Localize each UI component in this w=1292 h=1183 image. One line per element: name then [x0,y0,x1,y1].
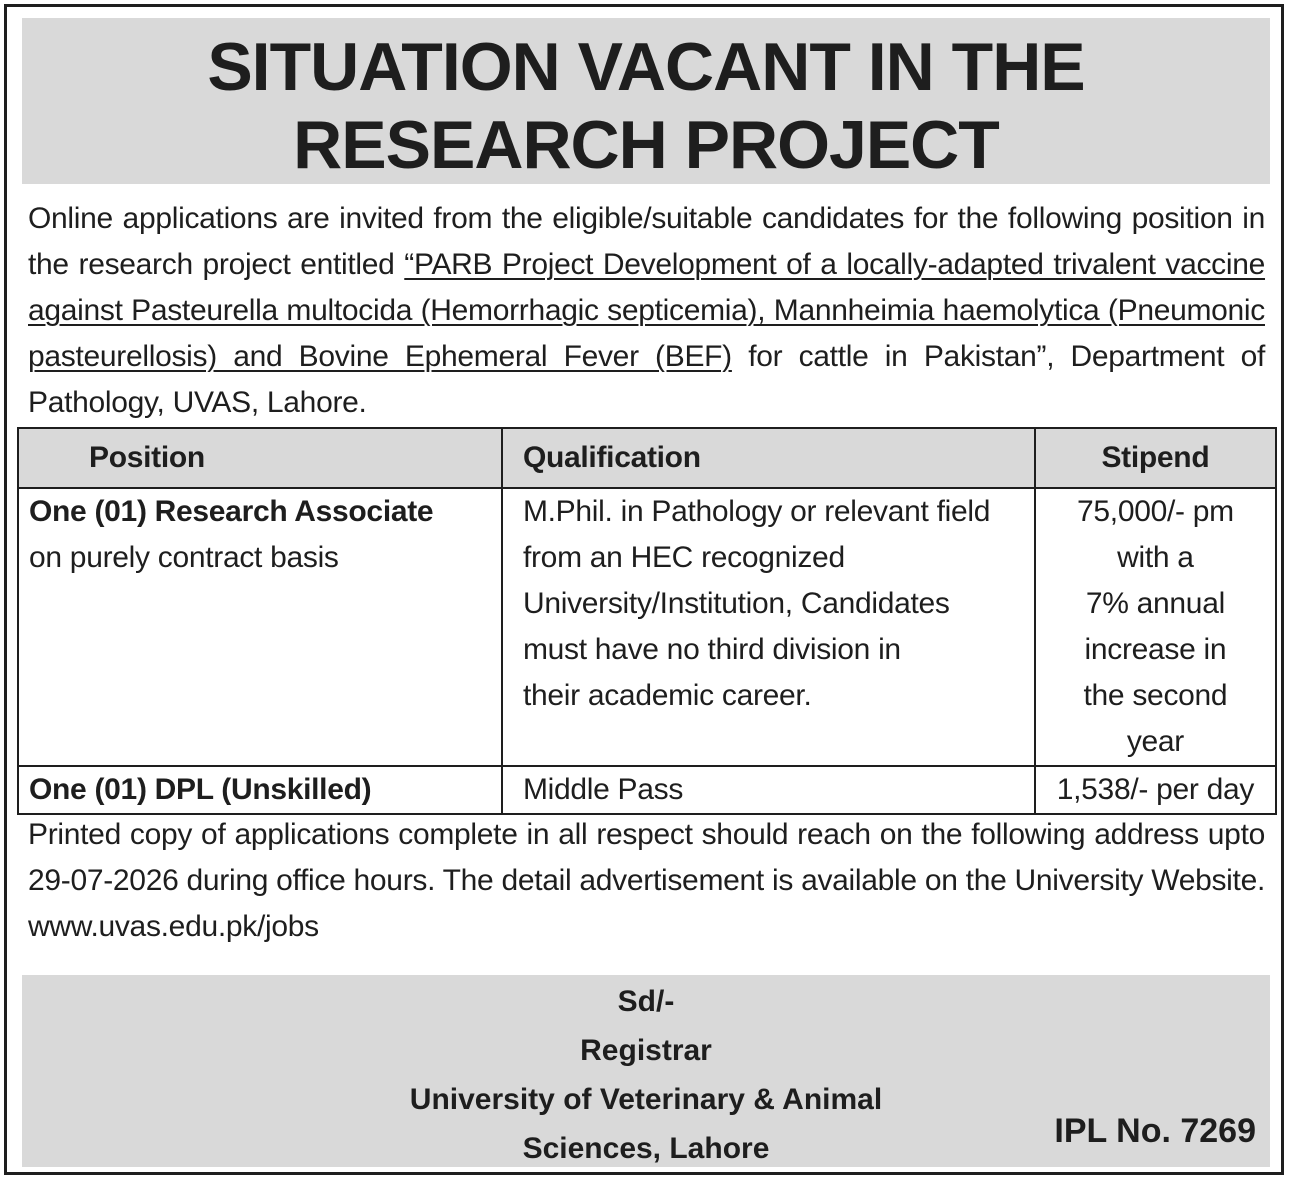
stipend-line: increase in [1084,633,1227,666]
title-banner [22,18,1270,184]
table-row [18,488,1276,766]
position-cell [18,766,502,814]
signature-block [22,975,1270,1167]
position-title: One (01) DPL (Unskilled) [29,773,372,806]
title-line-2: RESEARCH PROJECT [293,107,999,183]
position-title: One (01) Research Associate [29,495,434,528]
qualification-line: M.Phil. in Pathology or relevant field [522,495,991,528]
header-stipend: Stipend [1035,428,1276,488]
ipl-number: IPL No. 7269 [1054,1112,1256,1150]
stipend-cell [1035,488,1276,766]
position-cell [18,488,502,766]
position-terms: on purely contract basis [29,541,339,574]
qualification-line: their academic career. [522,679,812,712]
stipend-line: the second [1083,679,1228,712]
stipend-line: year [1126,725,1184,758]
signature-org-line-1: University of Veterinary & Animal [409,1083,883,1116]
qualification-cell: Middle Pass [502,766,1035,814]
intro-text-end: for cattle in Pakistan”, Department of Pathology, UVAS, Lahore. [28,340,1265,419]
signature-sd: Sd/- [617,985,675,1018]
qualification-line: University/Institution, Candidates [522,587,950,620]
stipend-line: 75,000/- pm [1077,495,1234,528]
qualification-line: must have no third division in [522,633,901,666]
title-line-1: SITUATION VACANT IN THE [207,29,1085,105]
stipend-line: with a [1117,541,1194,574]
signature-designation: Registrar [580,1034,712,1067]
qualification-cell [502,488,1035,766]
header-qualification: Qualification [502,428,1035,488]
submission-instructions: Printed copy of applications complete in all respect should reach on the following address upto 29-07-2026 during office hours. The detail advertisement is available on the University Website. www.uvas.edu.pk/jobs [28,818,1265,943]
stipend-cell: 1,538/- per day [1035,766,1276,814]
table-header-row [18,428,1276,488]
project-title: “PARB Project Development of a locally-adapted trivalent vaccine against Pasteurella multocida (Hemorrhagic septicemia), Mannheimia haemolytica (Pneumonic pasteurellosis) and Bovine Ephemeral Fever (BEF) [28,248,1266,373]
intro-paragraph [28,196,1265,426]
signature-org-line-2: Sciences, Lahore [522,1132,770,1165]
qualification-line: from an HEC recognized [522,541,845,574]
table-row [18,766,1276,814]
stipend-line: 7% annual [1085,587,1225,620]
header-position: Position [18,428,502,488]
positions-table [17,427,1277,815]
intro-text: Online applications are invited from the eligible/suitable candidates for the following position in the research project entitled [28,202,1265,281]
